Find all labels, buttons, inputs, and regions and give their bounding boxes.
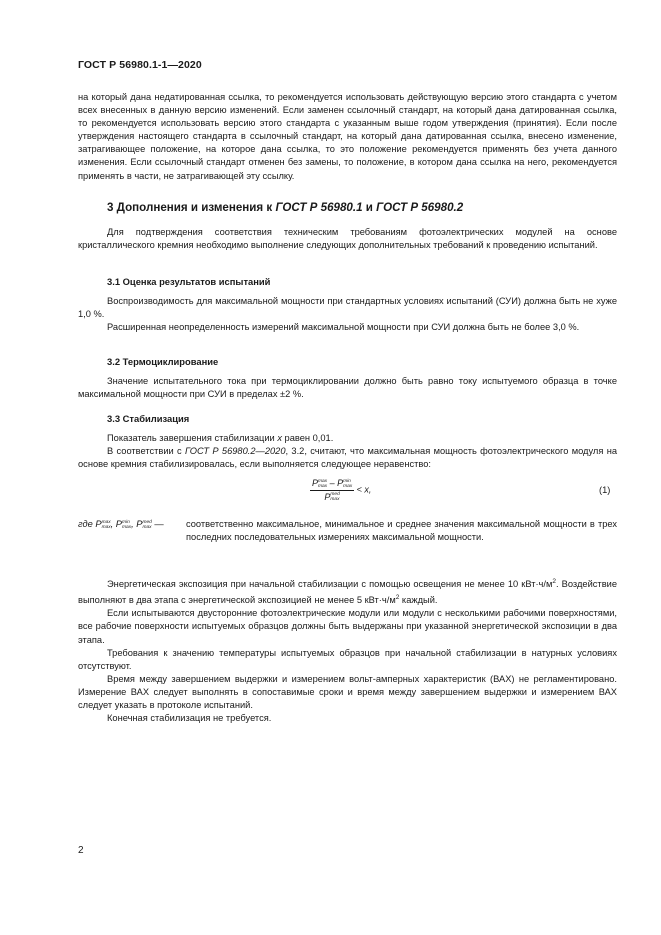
- section-3-heading: 3 Дополнения и изменения к ГОСТ Р 56980.1 и ГОСТ Р 56980.2: [107, 201, 464, 214]
- formula-denominator: Pmed max: [324, 491, 340, 503]
- section-3-2-body: [78, 375, 617, 401]
- section-3-3-paragraph-6: Время между завершением выдержки и измерением вольт-амперных характеристик (ВАХ) не регламентировано. Измерение ВАХ следует выполнять в сопоставимые сроки и время между завершением выдержки и измерением ВАХ следует указать в протоколе испытаний.: [78, 673, 617, 711]
- section-3-3-paragraph-7: Конечная стабилизация не требуется.: [107, 713, 272, 724]
- section-3-1-heading: 3.1 Оценка результатов испытаний: [107, 276, 271, 287]
- intro-paragraph: на который дана недатированная ссылка, то рекомендуется использовать действующую версию этого стандарта с учетом всех внесенных в данную версию изменений. Если заменен ссылочный стандарт, на который дана датированная ссылка, то рекомендуется использовать версию этого стандарта с указанным выше годом утверждения (принятия). Если после утверждения настоящего стандарта в ссылочный стандарт, на который дана датированная ссылка, внесено изменение, затрагивающее положение, на которое дана ссылка, то это положение рекомендуется применять без учета данного изменения. Если ссылочный стандарт отменен без замены, то положение, в котором дана ссылка на него, рекомендуется применять в части, не затрагивающей эту ссылку.: [78, 92, 617, 181]
- section-3-3-body: [78, 575, 617, 725]
- section-3-2-paragraph-1: Значение испытательного тока при термоциклировании должно быть равно току испытуемого образца в точке максимальной мощности при СУИ в пределах ±2 %.: [78, 376, 617, 400]
- section-3-3-paragraph-5: Требования к значению температуры испытуемых образцов при начальной стабилизации в натурных условиях отсутствуют.: [78, 647, 617, 671]
- section-3-3-paragraph-4: Если испытываются двусторонние фотоэлектрические модули или модули с несколькими рабочими поверхностями, все рабочие поверхности испытуемых образцов должны быть выдержаны при указанной энергетической экспозиции в два этапа.: [78, 608, 617, 645]
- page-number: 2: [78, 845, 84, 856]
- stabilization-inequality: [310, 478, 371, 502]
- where-explanation: соответственно максимальное, минимальное и среднее значения максимальной мощности в трех последних последовательных измерениях максимальной мощности.: [186, 519, 617, 543]
- section-3-1-paragraph-2: Расширенная неопределенность измерений максимальной мощности при СУИ должна быть не более 3,0 %.: [107, 322, 580, 333]
- where-label: где Pmax max, Pmin max, Pmed max —: [78, 519, 164, 530]
- section-3-3-paragraph-1: Показатель завершения стабилизации x равен 0,01.: [107, 433, 334, 443]
- document-header: ГОСТ Р 56980.1-1—2020: [78, 59, 202, 71]
- section-3-lead: Для подтверждения соответствия техническим требованиям фотоэлектрических модулей на основе кристаллического кремния необходимо выполнение следующих дополнительных требований к проведению испытаний.: [78, 227, 617, 251]
- intro-paragraph-block: [78, 91, 617, 183]
- section-3-2-heading: 3.2 Термоциклирование: [107, 356, 219, 367]
- section-3-3-paragraph-2: В соответствии с ГОСТ Р 56980.2—2020, 3.2, считают, что максимальная мощность фотоэлектрического модуля на основе кремния стабилизировалась, если выполняется следующее неравенство:: [78, 446, 618, 470]
- section-3-3-paragraph-3: Энергетическая экспозиция при начальной стабилизации с помощью освещения не менее 10 $кВт\cdot ч/м^2$. Воздействие выполняют в два этапа с энергетической экспозицией не менее 5 $кВт\cdot ч/м^2$ каждый.: [78, 578, 617, 606]
- formula-relation: < x,: [354, 484, 372, 495]
- formula-numerator: Pmax max – Pmin max: [312, 478, 353, 489]
- equation-number: (1): [599, 485, 611, 495]
- section-3-lead-block: [78, 226, 617, 252]
- section-3-1-paragraph-1: Воспроизводимость для максимальной мощности при стандартных условиях испытаний (СУИ) должна быть не хуже 1,0 %.: [78, 296, 617, 320]
- section-3-3-heading: 3.3 Стабилизация: [107, 413, 190, 424]
- section-3-1-body: [78, 295, 617, 334]
- formula-fraction: [310, 478, 354, 502]
- section-3-3-intro: [78, 432, 617, 471]
